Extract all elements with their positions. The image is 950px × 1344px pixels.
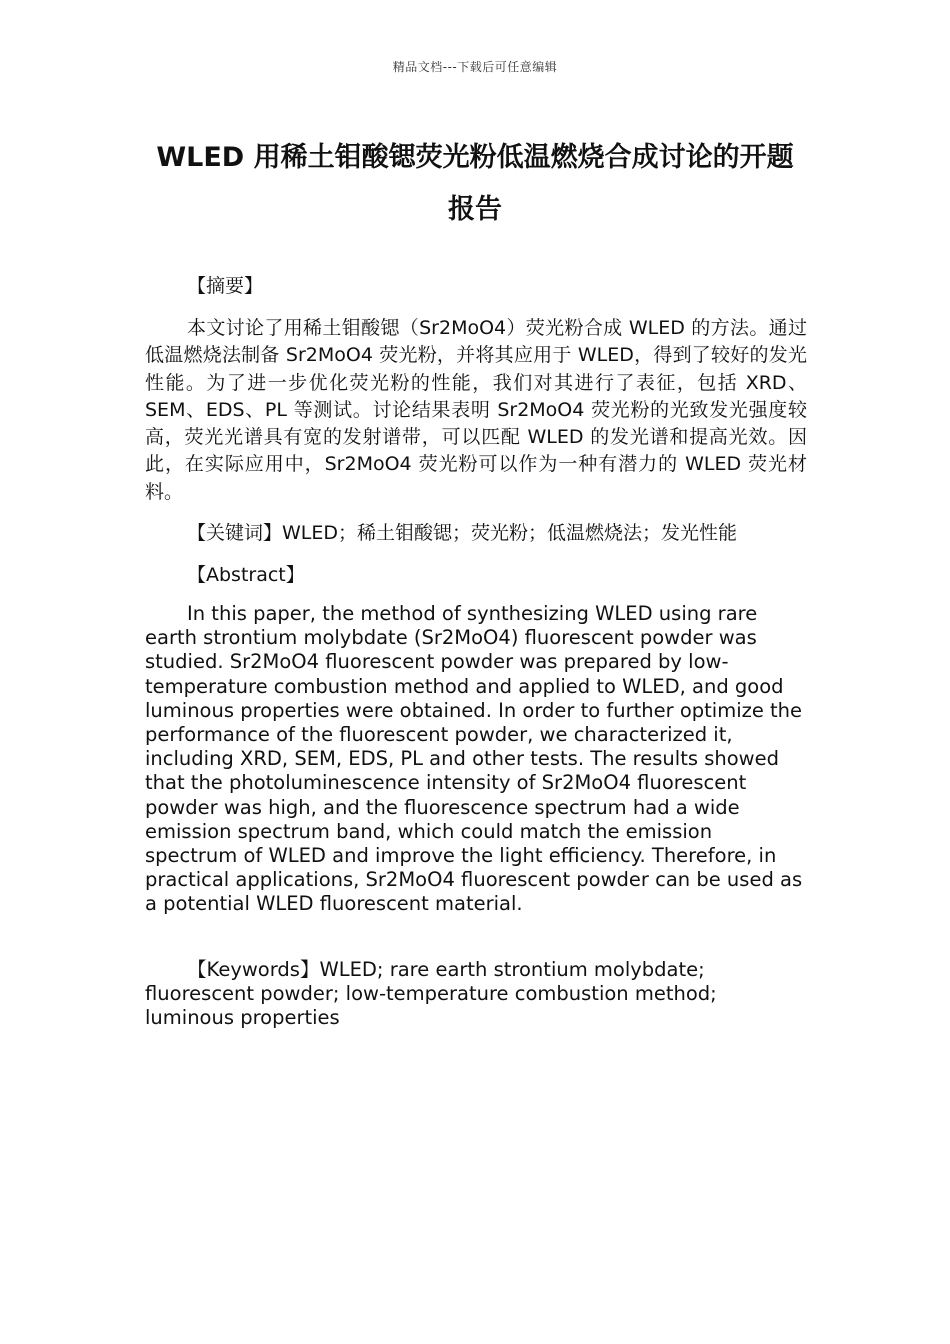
abstract-en-body: In this paper, the method of synthesizing WLED using rare earth strontium molybdate (Sr2MoO4) fluorescent powder was studied. Sr2MoO4 fluorescent powder was prepared by low-temperature combustion method and applied to WLED, and good luminous properties were obtained. In order to further optimize the performance of the fluorescent powder, we characterized it, including XRD, SEM, EDS, PL and other tests. The results showed that the photoluminescence intensity of Sr2MoO4 fluorescent powder was high, and the fluorescence spectrum had a wide emission spectrum band, which could match the emission spectrum of WLED and improve the light efficiency. Therefore, in practical applications, Sr2MoO4 fluorescent powder can be used as a potential WLED fluorescent material. bbox=[145, 602, 803, 916]
keywords-zh: 【关键词】WLED；稀土钼酸锶；荧光粉；低温燃烧法；发光性能 bbox=[187, 522, 738, 544]
abstract-zh-label: 【摘要】 bbox=[187, 275, 264, 297]
keywords-zh-wrap bbox=[145, 520, 807, 547]
abstract-en-label: 【Abstract】 bbox=[187, 564, 305, 586]
document-title: WLED 用稀土钼酸锶荧光粉低温燃烧合成讨论的开题报告 bbox=[156, 142, 794, 225]
abstract-en-section-label-wrap bbox=[145, 562, 807, 589]
abstract-en-body-wrap bbox=[145, 602, 807, 917]
keywords-en-wrap bbox=[145, 958, 807, 1031]
abstract-zh-body-wrap bbox=[145, 315, 807, 506]
page-header: 精品文档---下载后可任意编辑 bbox=[392, 60, 558, 74]
keywords-en: 【Keywords】WLED; rare earth strontium molybdate; fluorescent powder; low-temperature combustion method; luminous properties bbox=[145, 958, 717, 1030]
abstract-zh-body: 本文讨论了用稀土钼酸锶（Sr2MoO4）荧光粉合成 WLED 的方法。通过低温燃烧法制备 Sr2MoO4 荧光粉，并将其应用于 WLED，得到了较好的发光性能。为了进一步优化荧光粉的性能，我们对其进行了表征，包括 XRD、SEM、EDS、PL 等测试。讨论结果表明 Sr2MoO4 荧光粉的光致发光强度较高，荧光光谱具有宽的发射谱带，可以匹配 WLED 的发光谱和提高光效。因此，在实际应用中，Sr2MoO4 荧光粉可以作为一种有潜力的 WLED 荧光材料。 bbox=[145, 317, 807, 503]
abstract-zh-section-label-wrap bbox=[145, 273, 807, 300]
